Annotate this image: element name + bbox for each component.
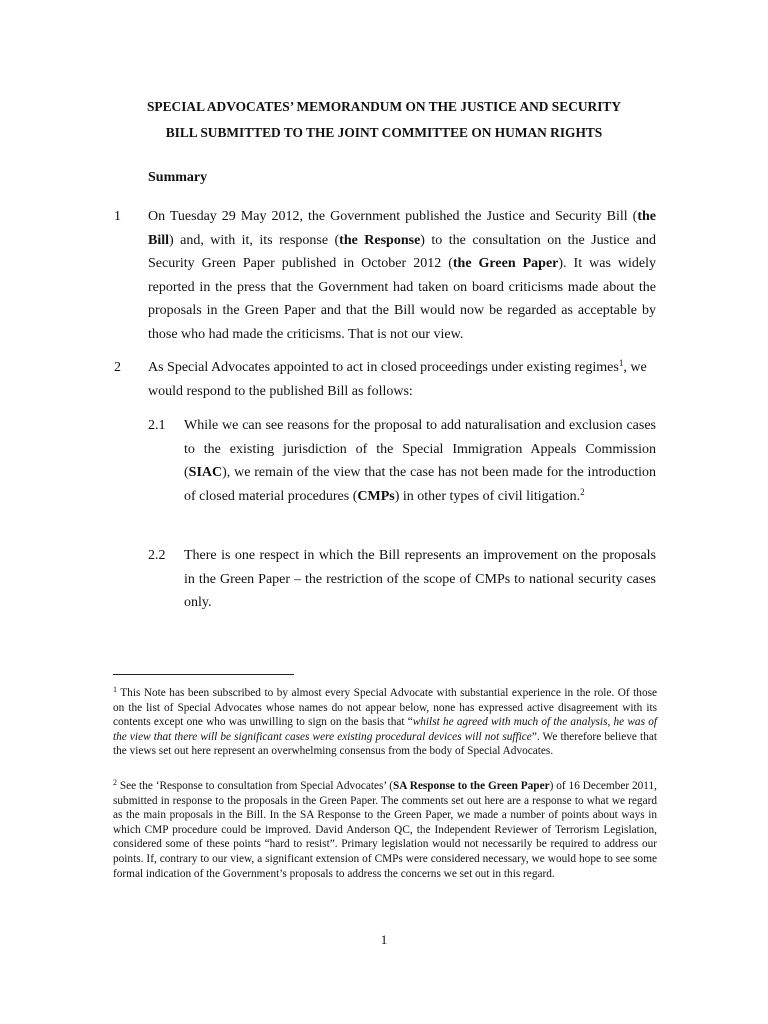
footnote1-quote: whilst he agreed with much of the analysis, he was of the view that there will be significant cases were existing procedural devices will not suffice	[113, 716, 657, 743]
footnote-separator	[113, 674, 294, 675]
title-line-1: SPECIAL ADVOCATES’ MEMORANDUM ON THE JUSTICE AND SECURITY	[146, 99, 622, 114]
footnote2-text-1: See the ‘Response to consultation from Special Advocates’ (	[117, 780, 393, 792]
paragraph-1	[114, 205, 657, 347]
para2-text-1: As Special Advocates appointed to act in closed proceedings under existing regimes	[148, 360, 619, 375]
footnote2-text-2: ) of 16 December 2011, submitted in response to the proposals in the Green Paper. The comments set out here are a response to what we regard as the main proposals in the Bill. In the SA Response to the Green Paper, we made a number of points about ways in which CMP procedure could be improved. David Anderson QC, the Independent Reviewer of Terrorism Legislation, considered some of these points “hard to resist”. Primary legislation would not necessarily be required to address our points. If, contrary to our view, a significant extension of CMPs were considered necessary, we would hope to see some formal indication of the Government’s proposals to address the concerns we set out in this regard.	[113, 780, 657, 880]
sub22-text: There is one respect in which the Bill represents an improvement on the proposals in the Green Paper – the restriction of the scope of CMPs to national security cases only.	[184, 548, 656, 611]
para1-text-1: On Tuesday 29 May 2012, the Government published the Justice and Security Bill (	[148, 209, 638, 224]
para2-text-2: , we would respond to the published Bill as follows:	[148, 360, 647, 399]
sub21-text-2: ), we remain of the view that the case has not been made for the introduction of closed material procedures (	[184, 465, 656, 504]
paragraph-2	[114, 356, 656, 403]
sub21-text-1: While we can see reasons for the proposal to add naturalisation and exclusion cases to the existing jurisdiction of the Special Immigration Appeals Commission (	[184, 418, 656, 481]
sub21-bold-siac: SIAC	[188, 465, 223, 481]
paragraph-1-number: 1	[114, 209, 121, 224]
para1-bold-response: the Response	[339, 232, 421, 248]
subparagraph-2-1-number: 2.1	[148, 418, 166, 433]
footnote-1-marker: 1	[113, 685, 117, 694]
para1-bold-bill: the Bill	[148, 209, 656, 248]
footnote-2	[113, 779, 657, 881]
footnote1-text-1: This Note has been subscribed to by almost every Special Advocate with substantial experience in the role. Of those on the list of Special Advocates whose names do not appear below, none has expressed active disagreement with its contents except one who was unwilling to sign on the basis that “	[113, 687, 657, 729]
footnote-2-marker: 2	[113, 778, 117, 787]
footnote1-text-2: ”. We therefore believe that the views set out here represent an overwhelming consensus from the body of Special Advocates.	[113, 730, 657, 758]
para1-text-3: ) to the consultation on the Justice and Security Green Paper published in October 2012 (	[148, 232, 656, 272]
title-line-2: BILL SUBMITTED TO THE JOINT COMMITTEE ON HUMAN RIGHTS	[165, 125, 603, 140]
footnote-ref-2[interactable]: 2	[580, 486, 585, 497]
footnote-1	[113, 686, 657, 759]
para1-text-2: ) and, with it, its response (	[169, 232, 340, 248]
page-number: 1	[380, 932, 388, 947]
subparagraph-2-2-number: 2.2	[148, 548, 166, 563]
subparagraph-2-1	[148, 414, 656, 508]
footnote2-bold: SA Response to the Green Paper	[393, 780, 550, 792]
para1-text-4: ). It was widely reported in the press that the Government had taken on board criticisms made about the proposals in the Green Paper and that the Bill would now be regarded as acceptable by those who had made the criticisms. That is not our view.	[148, 256, 657, 342]
sub21-bold-cmps: CMPs	[357, 488, 395, 504]
sub21-text-3: ) in other types of civil litigation.	[394, 488, 581, 504]
footnote-ref-1[interactable]: 1	[618, 358, 624, 368]
para1-bold-green-paper: the Green Paper	[452, 256, 559, 272]
paragraph-2-number: 2	[114, 360, 121, 375]
subparagraph-2-2	[148, 544, 656, 615]
summary-heading: Summary	[148, 170, 208, 185]
document-title	[0, 94, 768, 146]
